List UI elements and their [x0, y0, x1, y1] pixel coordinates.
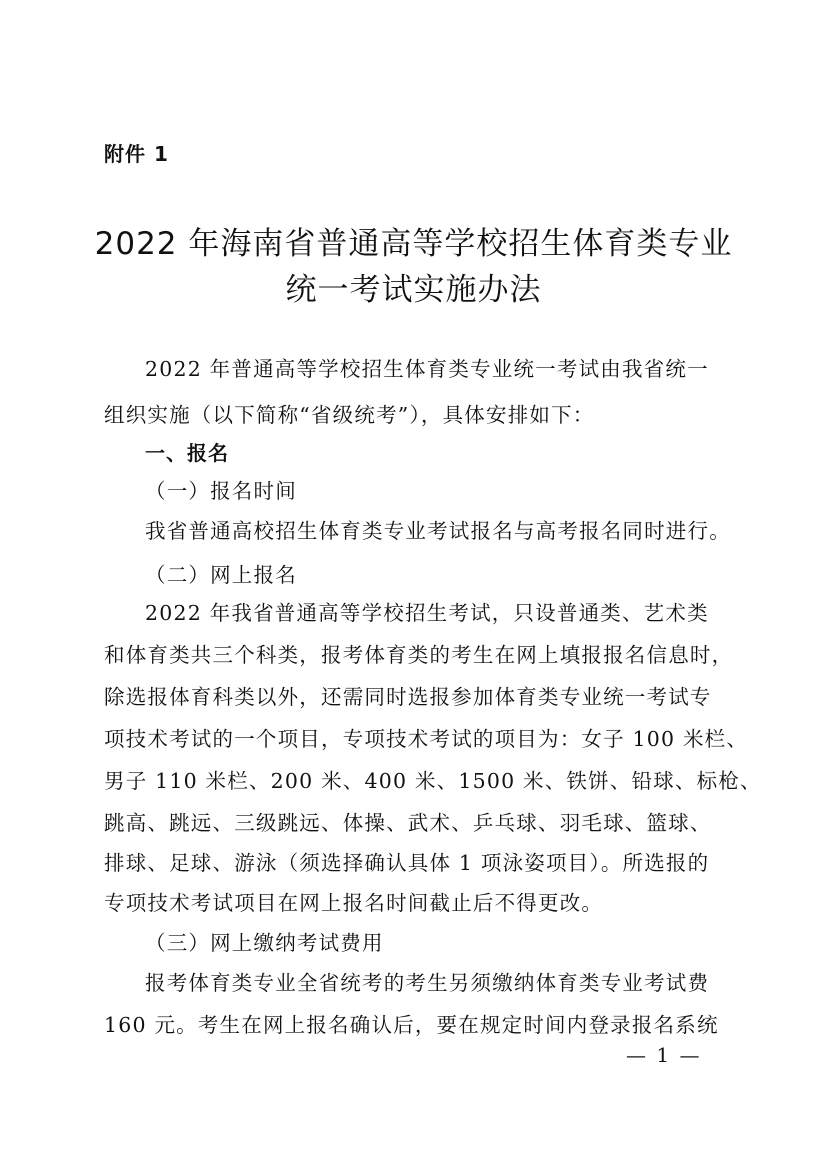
paragraph-line: 2022 年我省普通高等学校招生考试，只设普通类、艺术类 — [145, 601, 709, 625]
title-line-1: 2022 年海南省普通高等学校招生体育类专业 — [94, 226, 733, 262]
paragraph-line: 专项技术考试项目在网上报名时间截止后不得更改。 — [104, 891, 604, 915]
paragraph-line: 排球、足球、游泳（须选择确认具体 1 项泳姿项目）。所选报的 — [104, 851, 710, 875]
page-number: — 1 — — [626, 1043, 702, 1067]
attachment-label: 附件 1 — [104, 142, 169, 166]
paragraph-line: 项技术考试的一个项目，专项技术考试的项目为：女子 100 米栏、 — [104, 727, 749, 751]
paragraph-line: 男子 110 米栏、200 米、400 米、1500 米、铁饼、铅球、标枪、 — [104, 769, 762, 793]
title-line-2: 统一考试实施办法 — [285, 272, 542, 308]
subsection-heading-time: （一）报名时间 — [145, 479, 297, 503]
paragraph-line: 160 元。考生在网上报名确认后，要在规定时间内登录报名系统 — [104, 1013, 719, 1037]
subsection-heading-online: （二）网上报名 — [145, 563, 297, 587]
section-heading-registration: 一、报名 — [145, 441, 229, 465]
paragraph-line: 除选报体育科类以外，还需同时选报参加体育类专业统一考试专 — [104, 685, 712, 709]
paragraph-line: 报考体育类专业全省统考的考生另须缴纳体育类专业考试费 — [145, 971, 710, 995]
intro-line-2: 组织实施（以下简称“省级统考”），具体安排如下： — [104, 403, 595, 427]
paragraph-line: 跳高、跳远、三级跳远、体操、武术、乒乓球、羽毛球、篮球、 — [104, 811, 712, 835]
paragraph-line: 和体育类共三个科类，报考体育类的考生在网上填报报名信息时， — [104, 643, 734, 667]
subsection-heading-fee: （三）网上缴纳考试费用 — [145, 931, 384, 955]
paragraph-line: 我省普通高校招生体育类专业考试报名与高考报名同时进行。 — [145, 519, 731, 543]
intro-line-1: 2022 年普通高等学校招生体育类专业统一考试由我省统一 — [145, 357, 709, 381]
